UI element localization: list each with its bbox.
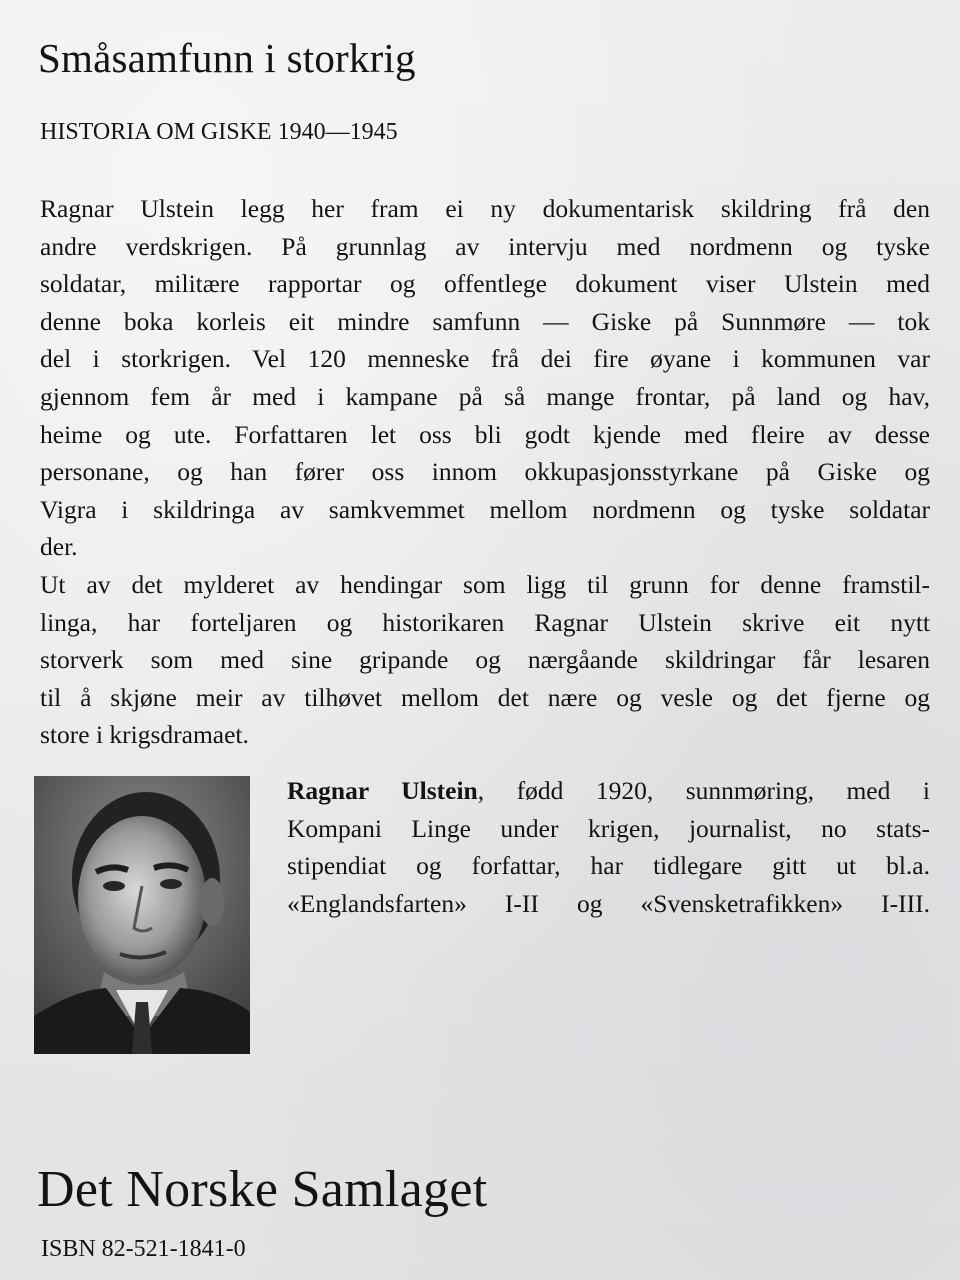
book-description	[40, 190, 930, 754]
bio-first-line: , fødd 1920, sunnmøring, med i	[477, 776, 930, 805]
description-line: heime og ute. Forfattaren let oss bli godt kjende med fleire av desse	[40, 419, 930, 449]
description-line: Ragnar Ulstein legg her fram ei ny dokumentarisk skildring frå den	[40, 194, 930, 223]
description-line: gjennom fem år med i kampane på så mange frontar, på land og hav,	[40, 381, 930, 411]
description-line: store i krigsdramaet.	[40, 720, 249, 750]
bio-line	[287, 772, 930, 810]
description-line: linga, har forteljaren og historikaren Ragnar Ulstein skrive eit nytt	[40, 607, 930, 637]
description-line: til å skjøne meir av tilhøvet mellom det nære og vesle og det fjerne og	[40, 682, 930, 712]
book-subtitle: HISTORIA OM GISKE 1940—1945	[40, 119, 398, 145]
description-line: Vigra i skildringa av samkvemmet mellom nordmenn og tyske soldatar	[40, 494, 930, 524]
isbn-number: ISBN 82-521-1841-0	[41, 1236, 246, 1262]
description-line: Ut av det mylderet av hendingar som ligg til grunn for denne framstil-	[40, 569, 930, 599]
author-portrait	[34, 776, 250, 1054]
description-line: soldatar, militære rapportar og offentlege dokument viser Ulstein med	[40, 269, 930, 299]
description-line: denne boka korleis eit mindre samfunn — Giske på Sunnmøre — tok	[40, 306, 930, 336]
bio-line: Kompani Linge under krigen, journalist, no stats-	[287, 813, 930, 843]
description-line: personane, og han fører oss innom okkupasjonsstyrkane på Giske og	[40, 457, 930, 487]
author-bio	[287, 772, 930, 922]
book-title: Småsamfunn i storkrig	[38, 35, 416, 81]
description-line: der.	[40, 532, 78, 562]
author-name: Ragnar Ulstein	[287, 776, 478, 805]
description-line: del i storkrigen. Vel 120 menneske frå dei fire øyane i kommunen var	[40, 344, 930, 374]
description-line: storverk som med sine gripande og nærgåande skildringar får lesaren	[40, 645, 930, 675]
bio-line: «Englandsfarten» I-II og «Svensketrafikken» I-III.	[287, 888, 930, 918]
description-line: andre verdskrigen. På grunnlag av intervju med nordmenn og tyske	[40, 231, 930, 261]
publisher-name: Det Norske Samlaget	[37, 1161, 488, 1218]
bio-line: stipendiat og forfattar, har tidlegare gitt ut bl.a.	[287, 851, 930, 880]
